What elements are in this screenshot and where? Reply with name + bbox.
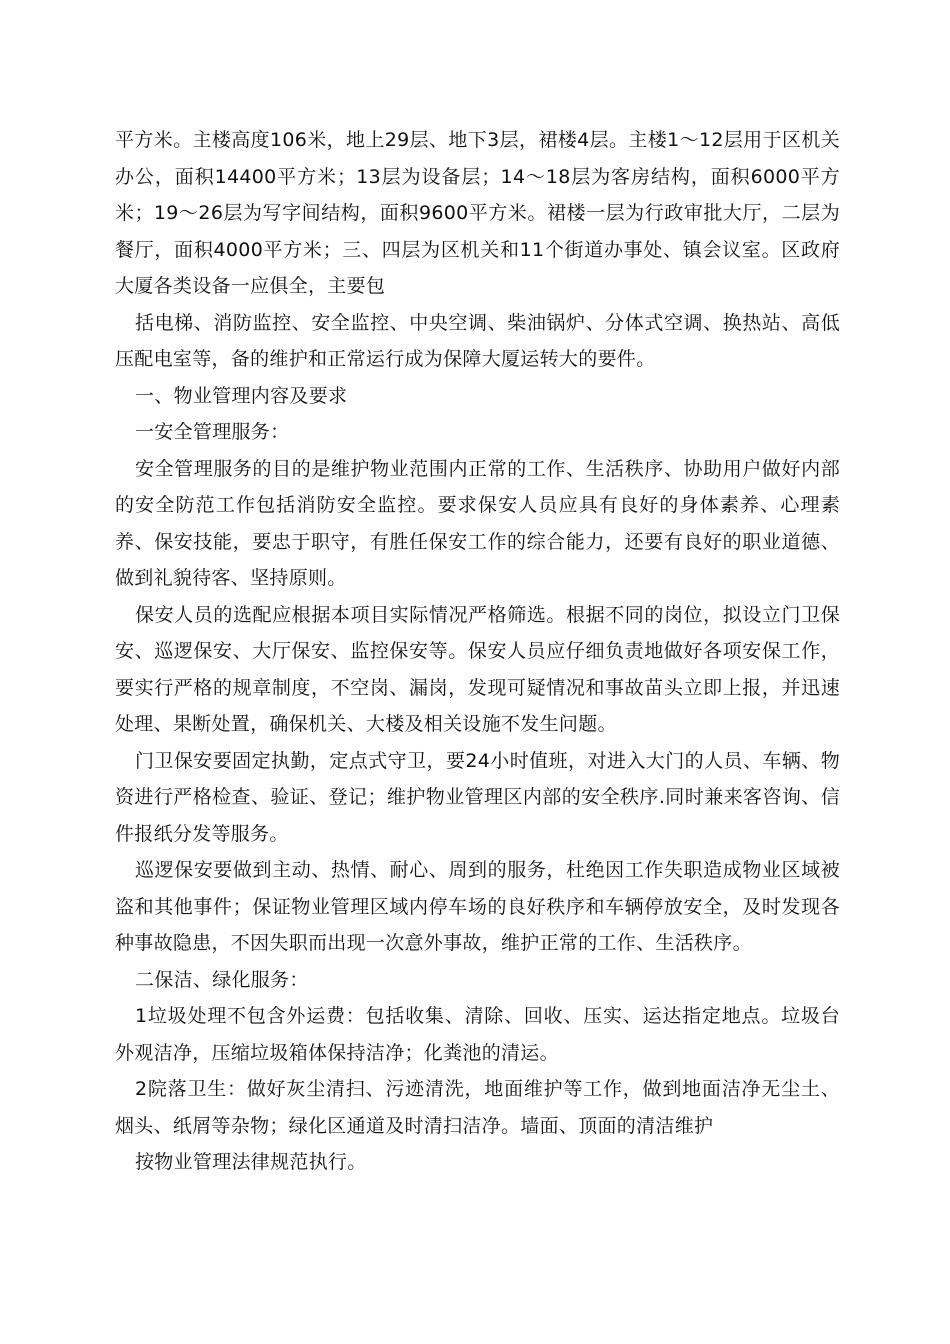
document-body bbox=[115, 122, 840, 1181]
paragraph-courtyard-hygiene: 2院落卫生：做好灰尘清扫、污迹清洗，地面维护等工作，做到地面洁净无尘土、烟头、纸屑等杂物；绿化区通道及时清扫洁净。墙面、顶面的清洁维护 bbox=[115, 1078, 840, 1137]
paragraph-equipment-list: 括电梯、消防监控、安全监控、中央空调、柴油锅炉、分体式空调、换热站、高低压配电室等，备的维护和正常运行成为保障大厦运转大的要件。 bbox=[115, 311, 840, 370]
paragraph-security-staffing: 保安人员的选配应根据本项目实际情况严格筛选。根据不同的岗位，拟设立门卫保安、巡逻保安、大厅保安、监控保安等。保安人员应仔细负责地做好各项安保工作，要实行严格的规章制度，不空岗、漏岗，发现可疑情况和事故苗头立即上报，并迅速处理、果断处置，确保机关、大楼及相关设施不发生问题。 bbox=[115, 603, 840, 735]
paragraph-building-overview: 平方米。主楼高度106米，地上29层、地下3层，裙楼4层。主楼1～12层用于区机关办公，面积14400平方米；13层为设备层；14～18层为客房结构，面积6000平方米；19～26层为写字间结构，面积9600平方米。裙楼一层为行政审批大厅，二层为餐厅，面积4000平方米；三、四层为区机关和11个街道办事处、镇会议室。区政府大厦各类设备一应俱全，主要包 bbox=[115, 129, 840, 297]
paragraph-garbage-handling: 1垃圾处理不包含外运费：包括收集、清除、回收、压实、运达指定地点。垃圾台外观洁净，压缩垃圾箱体保持洁净；化粪池的清运。 bbox=[115, 1005, 840, 1064]
subsection-heading-cleaning: 二保洁、绿化服务： bbox=[135, 968, 309, 991]
paragraph-security-purpose: 安全管理服务的目的是维护物业范围内正常的工作、生活秩序、协助用户做好内部的安全防范工作包括消防安全监控。要求保安人员应具有良好的身体素养、心理素养、保安技能，要忠于职守，有胜任保安工作的综合能力，还要有良好的职业道德、做到礼貌待客、坚持原则。 bbox=[115, 457, 840, 589]
paragraph-gate-guard: 门卫保安要固定执勤，定点式守卫，要24小时值班，对进入大门的人员、车辆、物资进行严格检查、验证、登记；维护物业管理区内部的安全秩序.同时兼来客咨询、信件报纸分发等服务。 bbox=[115, 749, 840, 845]
paragraph-legal-compliance: 按物业管理法律规范执行。 bbox=[135, 1151, 367, 1173]
section-heading-property-management: 一、物业管理内容及要求 bbox=[135, 384, 348, 407]
subsection-heading-security: 一安全管理服务： bbox=[135, 421, 290, 443]
paragraph-patrol-guard: 巡逻保安要做到主动、热情、耐心、周到的服务，杜绝因工作失职造成物业区域被盗和其他事件；保证物业管理区域内停车场的良好秩序和车辆停放安全，及时发现各种事故隐患，不因失职而出现一次意外事故，维护正常的工作、生活秩序。 bbox=[115, 859, 840, 954]
